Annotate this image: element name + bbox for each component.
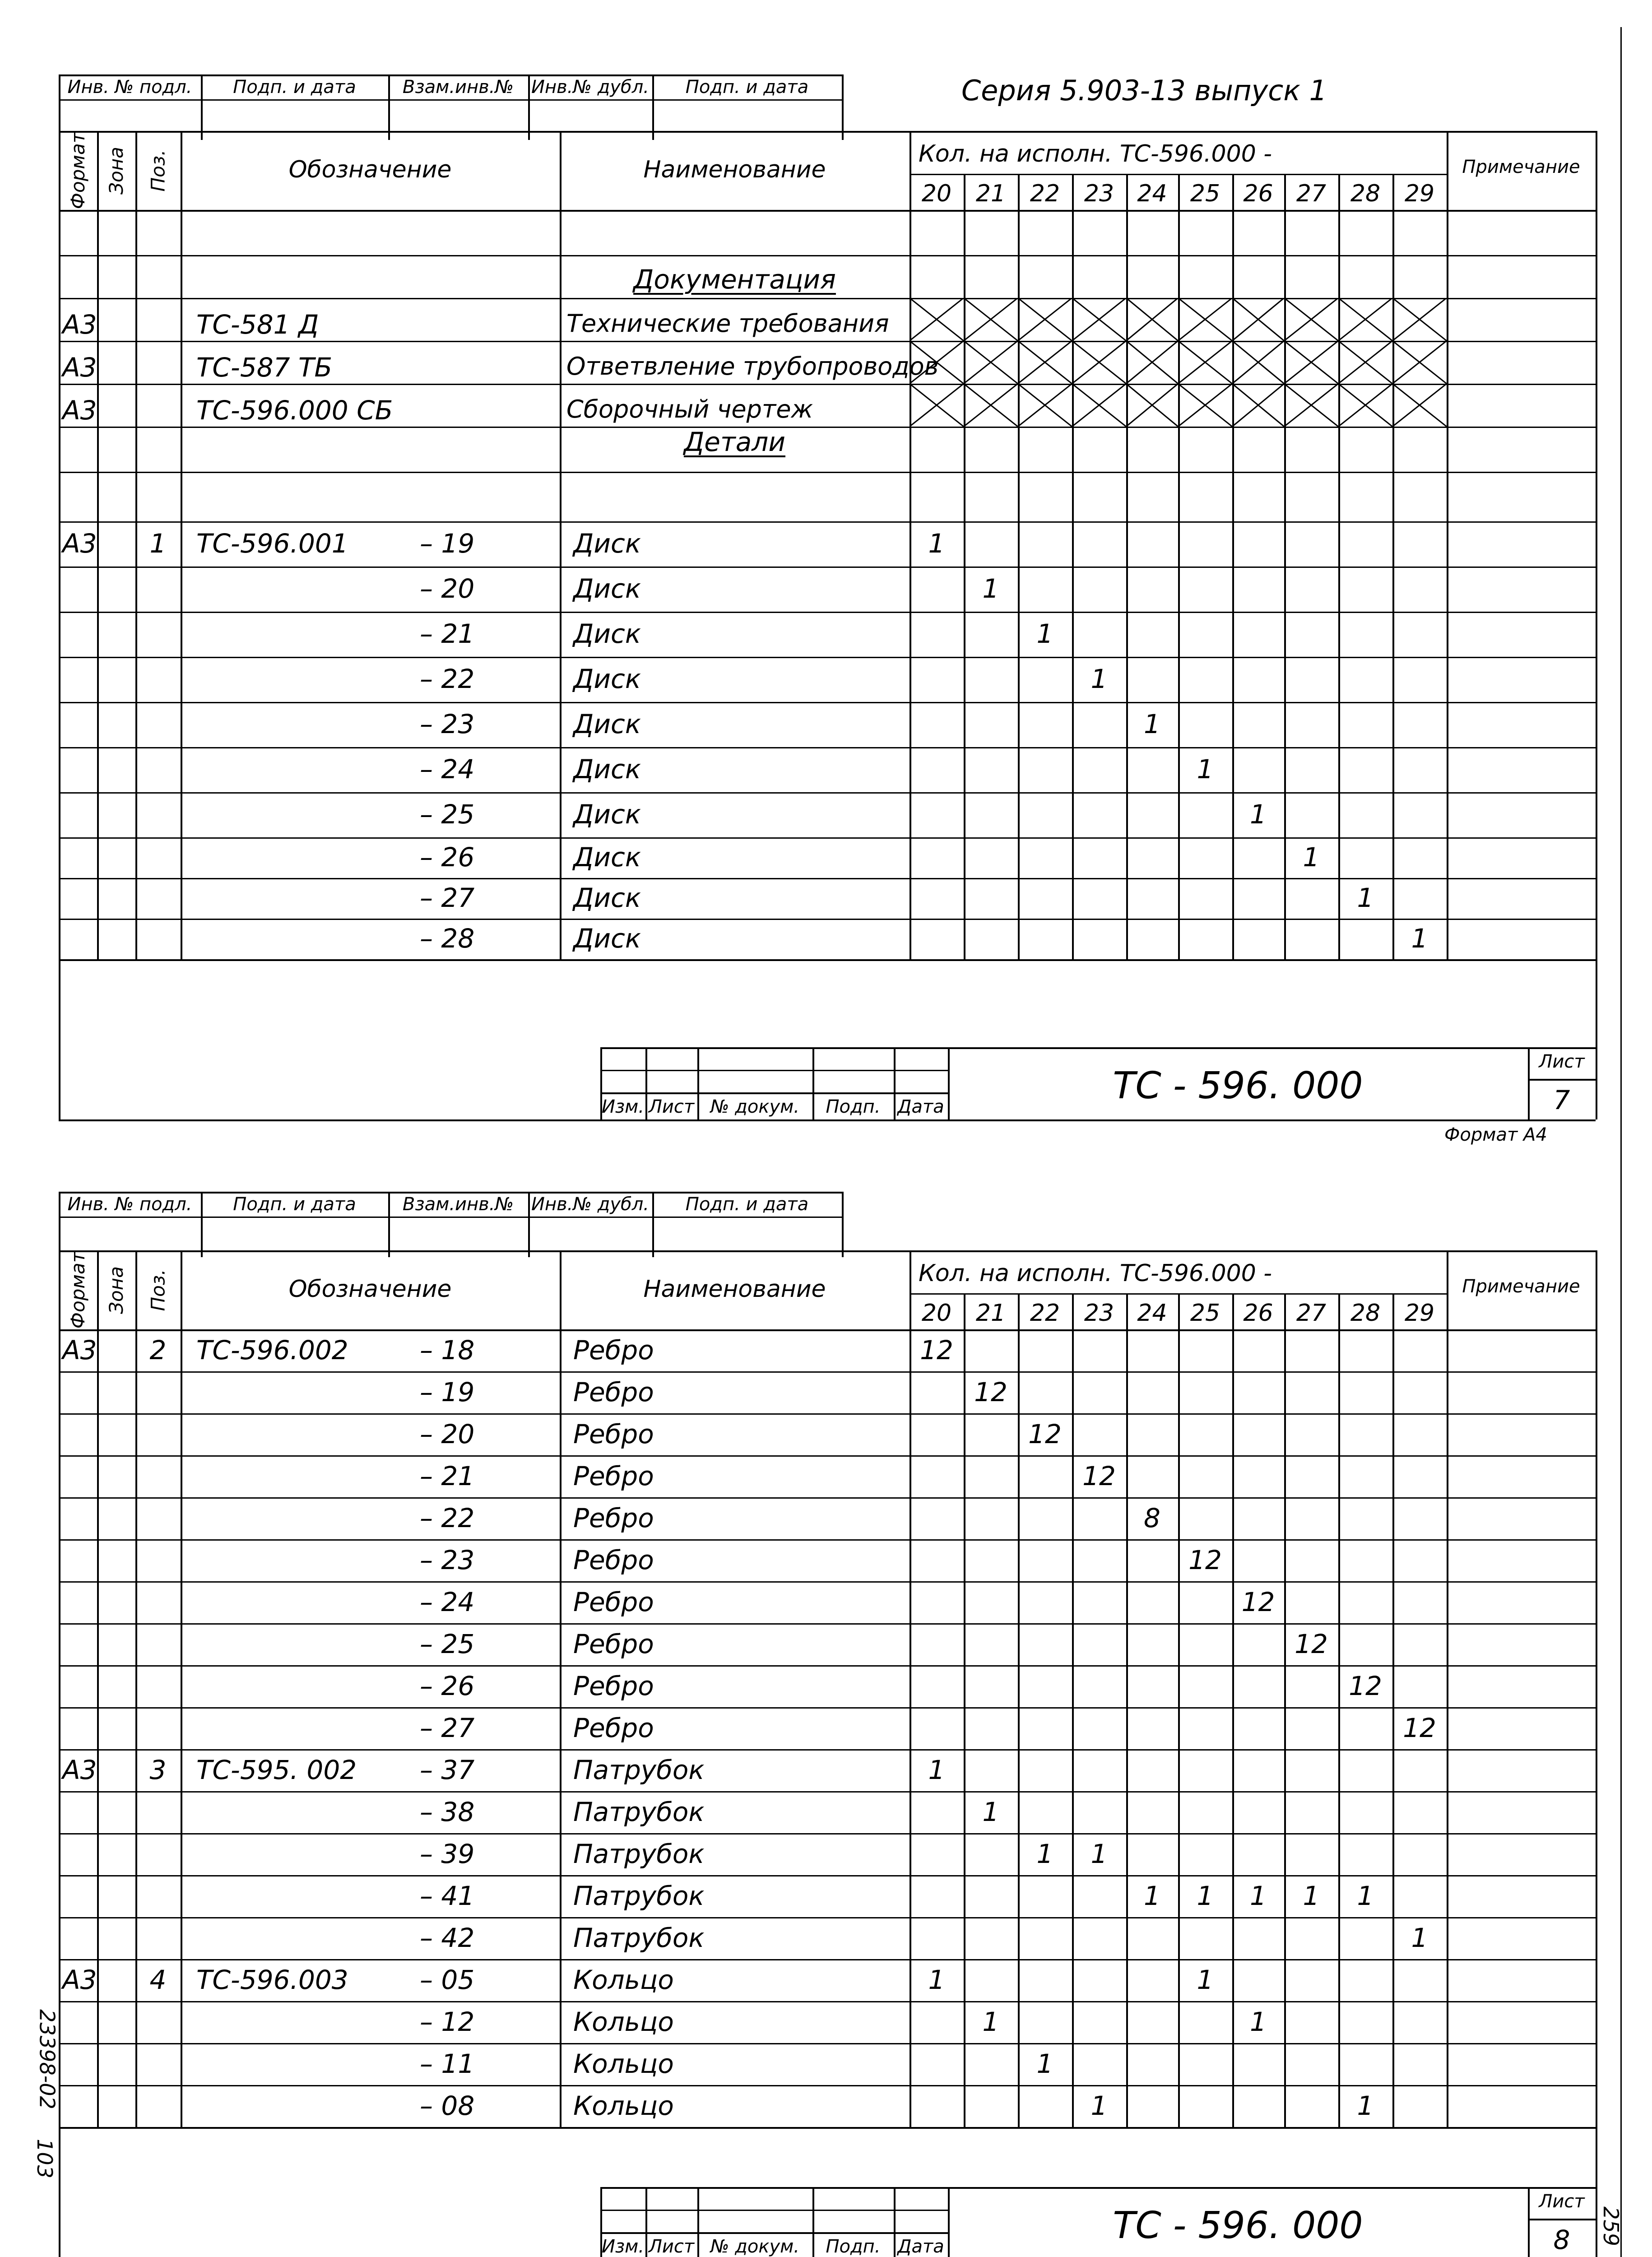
- position-cell: 3: [149, 1754, 167, 1785]
- document-number: ТС - 596. 000: [1113, 2204, 1363, 2247]
- quantity-cell: 12: [1295, 1628, 1328, 1659]
- row-line: [59, 567, 1596, 568]
- quantity-cell: 1: [1357, 1880, 1374, 1911]
- row-line: [59, 1917, 1596, 1918]
- frame-border: [59, 1119, 1596, 1121]
- stamp-label: Подп. и дата: [685, 77, 809, 98]
- row-line: [59, 1665, 1596, 1667]
- designation-cell: ТС-596.003: [196, 1964, 348, 1995]
- row-line: [59, 1749, 1596, 1751]
- row-line: [59, 878, 1596, 879]
- row-line: [59, 702, 1596, 703]
- frame-border: [1620, 27, 1622, 1147]
- row-line: [59, 2001, 1596, 2002]
- crossed-cell: [1072, 298, 1126, 341]
- stamp-border: [842, 74, 844, 140]
- quantity-cell: 1: [1197, 754, 1214, 785]
- table-border: [1447, 210, 1448, 959]
- crossed-cell: [1232, 341, 1284, 384]
- sheet-label: Лист: [1539, 1051, 1585, 1072]
- crossed-cell: [910, 341, 964, 384]
- titleblock-border: [600, 1092, 948, 1094]
- quantity-cell: 12: [1403, 1712, 1436, 1743]
- quantity-cell: 12: [920, 1334, 953, 1365]
- titleblock-label: Изм.: [601, 2236, 645, 2257]
- quantity-cell: 1: [982, 1796, 999, 1827]
- format-cell: А3: [62, 1964, 97, 1995]
- row-line: [59, 747, 1596, 748]
- name-cell: Ребро: [573, 1502, 654, 1533]
- crossed-cell: [1018, 341, 1072, 384]
- table-border: [97, 131, 99, 210]
- titleblock-label: № докум.: [710, 2236, 800, 2257]
- titleblock-label: Дата: [897, 1096, 944, 1117]
- stamp-border: [842, 1192, 844, 1257]
- row-line: [59, 2085, 1596, 2086]
- name-cell: Диск: [573, 618, 641, 649]
- quantity-cell: 1: [1357, 2090, 1374, 2121]
- variant-suffix-cell: – 24: [420, 1586, 475, 1617]
- header-variant: 28: [1350, 180, 1381, 207]
- quantity-cell: 8: [1144, 1502, 1160, 1533]
- quantity-cell: 1: [928, 1754, 945, 1785]
- variant-suffix-cell: – 37: [420, 1754, 475, 1785]
- name-cell: Патрубок: [573, 1838, 705, 1869]
- format-cell: А3: [62, 309, 97, 340]
- quantity-cell: 1: [1036, 618, 1053, 649]
- table-border: [59, 210, 60, 959]
- quantity-cell: 1: [1411, 923, 1428, 954]
- table-border: [97, 210, 99, 959]
- header-designation: Обозначение: [288, 156, 452, 183]
- table-border: [560, 210, 561, 959]
- crossed-cell: [1178, 384, 1232, 427]
- name-cell: Диск: [573, 799, 641, 830]
- stamp-label: Инв.№ дубл.: [531, 1194, 649, 1215]
- name-cell: Диск: [573, 923, 641, 954]
- header-variant: 29: [1404, 1300, 1435, 1327]
- row-line: [59, 1581, 1596, 1583]
- name-cell: Ответвление трубопроводов: [566, 352, 939, 381]
- titleblock-border: [600, 2210, 948, 2211]
- quantity-cell: 1: [1091, 664, 1108, 694]
- quantity-cell: 1: [1091, 2090, 1108, 2121]
- table-border: [59, 1250, 60, 1329]
- name-cell: Кольцо: [573, 2048, 674, 2079]
- header-format: Формат: [66, 1251, 89, 1329]
- header-name: Наименование: [643, 1276, 826, 1303]
- designation-cell: ТС-596.001: [196, 528, 348, 559]
- stamp-label: Подп. и дата: [233, 77, 356, 98]
- header-variant: 23: [1084, 1300, 1114, 1327]
- header-variant: 26: [1243, 1300, 1273, 1327]
- header-zone: Зона: [105, 1266, 127, 1314]
- row-line: [59, 959, 1596, 961]
- crossed-cell: [1018, 298, 1072, 341]
- crossed-cell: [1392, 341, 1447, 384]
- header-variant: 20: [921, 1300, 952, 1327]
- titleblock-label: Лист: [648, 1096, 695, 1117]
- variant-suffix-cell: – 21: [420, 1460, 475, 1491]
- crossed-cell: [1126, 298, 1178, 341]
- table-border: [1018, 1329, 1020, 2127]
- quantity-cell: 12: [974, 1376, 1007, 1407]
- quantity-cell: 1: [928, 1964, 945, 1995]
- header-variant: 20: [921, 180, 952, 207]
- quantity-cell: 12: [1349, 1670, 1382, 1701]
- stamp-border: [59, 74, 842, 76]
- crossed-cell: [1126, 341, 1178, 384]
- stamp-border: [59, 1217, 842, 1218]
- variant-suffix-cell: – 27: [420, 1712, 475, 1743]
- row-line: [59, 1707, 1596, 1709]
- titleblock-border: [600, 2187, 1596, 2189]
- row-line: [59, 1413, 1596, 1415]
- table-border: [1072, 1329, 1074, 2127]
- document-number: ТС - 596. 000: [1113, 1064, 1363, 1107]
- variant-suffix-cell: – 26: [420, 842, 475, 873]
- margin-note-number: 103: [32, 2139, 57, 2178]
- name-cell: Диск: [573, 709, 641, 739]
- crossed-cell: [1018, 384, 1072, 427]
- crossed-cell: [1284, 384, 1338, 427]
- variant-suffix-cell: – 39: [420, 1838, 475, 1869]
- quantity-cell: 1: [1036, 2048, 1053, 2079]
- quantity-cell: 1: [1303, 842, 1320, 873]
- designation-cell: ТС-596.002: [196, 1334, 348, 1365]
- row-line: [59, 612, 1596, 613]
- variant-suffix-cell: – 08: [420, 2090, 475, 2121]
- row-line: [59, 1791, 1596, 1793]
- row-line: [59, 1497, 1596, 1499]
- table-border: [135, 210, 137, 959]
- table-border: [59, 1250, 1596, 1252]
- name-cell: Патрубок: [573, 1922, 705, 1953]
- row-line: [59, 2043, 1596, 2044]
- quantity-cell: 12: [1241, 1586, 1275, 1617]
- format-label: Формат А4: [1444, 1124, 1547, 1145]
- crossed-cell: [964, 341, 1018, 384]
- variant-suffix-cell: – 11: [420, 2048, 475, 2079]
- crossed-cell: [1232, 298, 1284, 341]
- row-line: [59, 1875, 1596, 1876]
- row-line: [59, 657, 1596, 658]
- format-cell: А3: [62, 1754, 97, 1785]
- titleblock-border: [600, 2232, 948, 2234]
- stamp-border: [59, 1192, 842, 1194]
- format-cell: А3: [62, 352, 97, 383]
- header-variant: 26: [1243, 180, 1273, 207]
- name-cell: Диск: [573, 842, 641, 873]
- crossed-cell: [1178, 341, 1232, 384]
- variant-suffix-cell: – 19: [420, 528, 475, 559]
- header-variant: 24: [1137, 180, 1167, 207]
- header-pos: Поз.: [146, 1269, 169, 1311]
- quantity-cell: 1: [1250, 799, 1267, 830]
- header-designation: Обозначение: [288, 1276, 452, 1303]
- row-line: [59, 472, 1596, 473]
- designation-cell: ТС-587 ТБ: [196, 352, 333, 383]
- crossed-cell: [910, 384, 964, 427]
- variant-suffix-cell: – 20: [420, 1418, 475, 1449]
- row-line: [59, 427, 1596, 428]
- header-variant: 28: [1350, 1300, 1381, 1327]
- stamp-label: Взам.инв.№: [402, 77, 514, 98]
- row-line: [59, 1623, 1596, 1625]
- quantity-cell: 1: [1197, 1964, 1214, 1995]
- crossed-cell: [1338, 298, 1392, 341]
- table-border: [135, 1250, 137, 1329]
- row-line: [59, 255, 1596, 256]
- stamp-label: Инв. № подл.: [67, 1194, 192, 1215]
- name-cell: Ребро: [573, 1628, 654, 1659]
- quantity-cell: 1: [1091, 1838, 1108, 1869]
- quantity-cell: 1: [1036, 1838, 1053, 1869]
- name-cell: Ребро: [573, 1670, 654, 1701]
- table-border: [181, 1329, 182, 2127]
- sheet-number: 7: [1553, 1085, 1570, 1115]
- header-pos: Поз.: [146, 149, 169, 192]
- name-cell: Диск: [573, 528, 641, 559]
- row-line: [59, 837, 1596, 839]
- name-cell: Ребро: [573, 1418, 654, 1449]
- quantity-cell: 1: [1357, 882, 1374, 913]
- header-quantity: Кол. на исполн. ТС-596.000 -: [919, 140, 1272, 167]
- crossed-cell: [1284, 341, 1338, 384]
- variant-suffix-cell: – 41: [420, 1880, 475, 1911]
- name-cell: Ребро: [573, 1460, 654, 1491]
- header-variant: 22: [1030, 180, 1060, 207]
- header-variant: 21: [975, 1300, 1006, 1327]
- table-border: [181, 210, 182, 959]
- table-border: [59, 1329, 60, 2127]
- crossed-cell: [964, 384, 1018, 427]
- series-label: Серия 5.903-13 выпуск 1: [961, 74, 1327, 107]
- variant-suffix-cell: – 12: [420, 2006, 475, 2037]
- table-border: [1447, 1329, 1448, 2127]
- table-border: [1596, 1329, 1597, 2127]
- name-cell: Ребро: [573, 1334, 654, 1365]
- name-cell: Ребро: [573, 1586, 654, 1617]
- quantity-cell: 12: [1188, 1544, 1222, 1575]
- titleblock-border: [600, 1047, 1596, 1049]
- stamp-label: Взам.инв.№: [402, 1194, 514, 1215]
- variant-suffix-cell: – 26: [420, 1670, 475, 1701]
- quantity-cell: 1: [1144, 709, 1160, 739]
- frame-border: [59, 959, 60, 1119]
- name-cell: Ребро: [573, 1544, 654, 1575]
- header-variant: 23: [1084, 180, 1114, 207]
- variant-suffix-cell: – 05: [420, 1964, 475, 1995]
- header-variant: 21: [975, 180, 1006, 207]
- name-cell: Диск: [573, 664, 641, 694]
- row-line: [59, 1959, 1596, 1960]
- variant-suffix-cell: – 23: [420, 1544, 475, 1575]
- table-border: [97, 1329, 99, 2127]
- quantity-cell: 1: [982, 573, 999, 604]
- stamp-label: Инв. № подл.: [67, 77, 192, 98]
- row-line: [59, 2127, 1596, 2129]
- table-border: [964, 1329, 965, 2127]
- crossed-cell: [1126, 384, 1178, 427]
- header-quantity: Кол. на исполн. ТС-596.000 -: [919, 1260, 1272, 1287]
- table-border: [560, 1329, 561, 2127]
- name-cell: Кольцо: [573, 2006, 674, 2037]
- margin-page-number: 259: [1598, 2206, 1623, 2246]
- crossed-cell: [1178, 298, 1232, 341]
- titleblock-label: Подп.: [826, 2236, 881, 2257]
- row-line: [59, 1539, 1596, 1541]
- titleblock-border: [1528, 2219, 1596, 2220]
- sheet-number: 8: [1553, 2224, 1570, 2255]
- crossed-cell: [1338, 341, 1392, 384]
- header-variant: 25: [1190, 180, 1220, 207]
- variant-suffix-cell: – 22: [420, 1502, 475, 1533]
- designation-cell: ТС-581 Д: [196, 309, 319, 340]
- row-line: [59, 792, 1596, 794]
- quantity-cell: 12: [1082, 1460, 1116, 1491]
- header-note: Примечание: [1462, 1276, 1580, 1297]
- variant-suffix-cell: – 42: [420, 1922, 475, 1953]
- titleblock-label: Лист: [648, 2236, 695, 2257]
- stamp-border: [59, 99, 842, 101]
- header-variant: 27: [1296, 1300, 1327, 1327]
- row-line: [59, 1371, 1596, 1373]
- designation-cell: ТС-595. 002: [196, 1754, 357, 1785]
- table-border: [135, 131, 137, 210]
- table-border: [910, 1329, 911, 2127]
- stamp-label: Инв.№ дубл.: [531, 77, 649, 98]
- crossed-cell: [1392, 298, 1447, 341]
- variant-suffix-cell: – 24: [420, 754, 475, 785]
- format-cell: А3: [62, 528, 97, 559]
- table-border: [1596, 131, 1597, 210]
- variant-suffix-cell: – 38: [420, 1796, 475, 1827]
- position-cell: 2: [149, 1334, 167, 1365]
- format-cell: А3: [62, 1334, 97, 1365]
- name-cell: Патрубок: [573, 1880, 705, 1911]
- quantity-cell: 1: [1250, 2006, 1267, 2037]
- variant-suffix-cell: – 25: [420, 799, 475, 830]
- crossed-cell: [1072, 384, 1126, 427]
- table-border: [59, 210, 1596, 212]
- table-border: [135, 1329, 137, 2127]
- name-cell: Кольцо: [573, 2090, 674, 2121]
- stamp-label: Подп. и дата: [685, 1194, 809, 1215]
- quantity-cell: 1: [1250, 1880, 1267, 1911]
- table-border: [59, 131, 1596, 133]
- header-variant: 22: [1030, 1300, 1060, 1327]
- variant-suffix-cell: – 21: [420, 618, 475, 649]
- titleblock-label: Дата: [897, 2236, 944, 2257]
- table-border: [1284, 1329, 1286, 2127]
- header-zone: Зона: [105, 147, 127, 195]
- name-cell: Диск: [573, 754, 641, 785]
- quantity-cell: 1: [1411, 1922, 1428, 1953]
- header-variant: 29: [1404, 180, 1435, 207]
- table-border: [1338, 1329, 1340, 2127]
- variant-suffix-cell: – 27: [420, 882, 475, 913]
- header-format: Формат: [66, 132, 89, 209]
- designation-cell: ТС-596.000 СБ: [196, 395, 393, 426]
- quantity-cell: 1: [1303, 1880, 1320, 1911]
- name-cell: Ребро: [573, 1376, 654, 1407]
- header-variant: 24: [1137, 1300, 1167, 1327]
- row-line: [59, 1455, 1596, 1457]
- titleblock-label: Изм.: [601, 1096, 645, 1117]
- table-border: [1178, 1329, 1180, 2127]
- table-border: [59, 131, 60, 210]
- variant-suffix-cell: – 28: [420, 923, 475, 954]
- titleblock-label: № докум.: [710, 1096, 800, 1117]
- frame-border: [1620, 1147, 1622, 2257]
- quantity-cell: 1: [1144, 1880, 1160, 1911]
- table-border: [97, 1250, 99, 1329]
- crossed-cell: [1392, 384, 1447, 427]
- name-cell: Диск: [573, 573, 641, 604]
- sheet-label: Лист: [1539, 2191, 1585, 2212]
- quantity-cell: 1: [928, 528, 945, 559]
- stamp-label: Подп. и дата: [233, 1194, 356, 1215]
- header-note: Примечание: [1462, 157, 1580, 177]
- variant-suffix-cell: – 22: [420, 664, 475, 694]
- titleblock-border: [600, 1070, 948, 1071]
- position-cell: 1: [149, 528, 167, 559]
- position-cell: 4: [149, 1964, 167, 1995]
- table-border: [1232, 1329, 1234, 2127]
- crossed-cell: [964, 298, 1018, 341]
- table-border: [1126, 1329, 1128, 2127]
- table-border: [1596, 1250, 1597, 1329]
- row-line: [59, 1833, 1596, 1834]
- header-variant: 25: [1190, 1300, 1220, 1327]
- name-cell: Патрубок: [573, 1796, 705, 1827]
- section-title-documentation: Документация: [633, 264, 836, 295]
- section-title-details: Детали: [683, 427, 786, 457]
- quantity-cell: 1: [982, 2006, 999, 2037]
- row-line: [59, 521, 1596, 523]
- header-variant: 27: [1296, 180, 1327, 207]
- variant-suffix-cell: – 23: [420, 709, 475, 739]
- name-cell: Технические требования: [566, 309, 889, 338]
- crossed-cell: [910, 298, 964, 341]
- quantity-cell: 1: [1197, 1880, 1214, 1911]
- name-cell: Кольцо: [573, 1964, 674, 1995]
- crossed-cell: [1338, 384, 1392, 427]
- crossed-cell: [1072, 341, 1126, 384]
- titleblock-label: Подп.: [826, 1096, 881, 1117]
- crossed-cell: [1284, 298, 1338, 341]
- name-cell: Ребро: [573, 1712, 654, 1743]
- table-border: [1596, 210, 1597, 959]
- name-cell: Сборочный чертеж: [566, 395, 813, 423]
- format-cell: А3: [62, 395, 97, 426]
- variant-suffix-cell: – 25: [420, 1628, 475, 1659]
- name-cell: Диск: [573, 882, 641, 913]
- table-border: [59, 1329, 1596, 1331]
- quantity-cell: 12: [1028, 1418, 1062, 1449]
- header-name: Наименование: [643, 156, 826, 183]
- titleblock-border: [1528, 1079, 1596, 1081]
- name-cell: Патрубок: [573, 1754, 705, 1785]
- variant-suffix-cell: – 18: [420, 1334, 475, 1365]
- variant-suffix-cell: – 20: [420, 573, 475, 604]
- variant-suffix-cell: – 19: [420, 1376, 475, 1407]
- row-line: [59, 919, 1596, 920]
- margin-archive-number: 23398-02: [35, 2009, 60, 2109]
- crossed-cell: [1232, 384, 1284, 427]
